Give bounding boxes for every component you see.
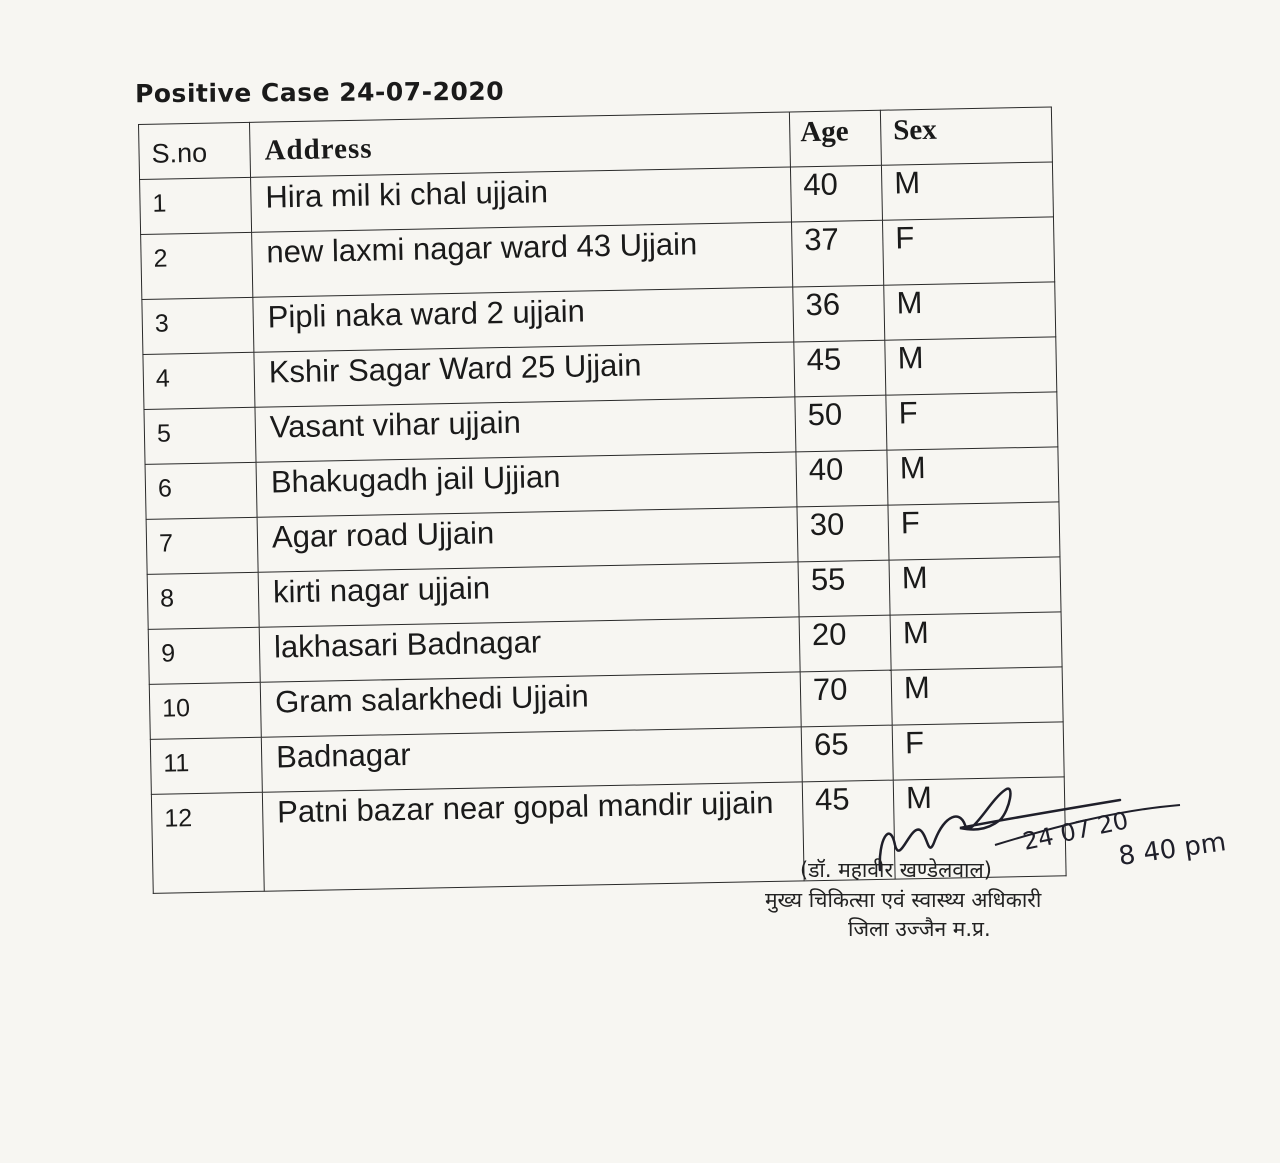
cell-sno: 5: [144, 407, 256, 464]
cell-address: Agar road Ujjain: [257, 507, 798, 572]
header-sex: Sex: [880, 107, 1052, 165]
cell-address: new laxmi nagar ward 43 Ujjain: [252, 222, 793, 297]
svg-text:8 40 pm: 8 40 pm: [1116, 827, 1228, 872]
cell-age: 36: [793, 285, 885, 342]
officer-district: जिला उज्जैन म.प्र.: [848, 917, 991, 941]
cell-sno: 4: [143, 352, 255, 409]
header-age: Age: [789, 110, 881, 167]
cell-sno: 6: [145, 462, 257, 519]
cell-age: 30: [797, 505, 889, 562]
cell-age: 65: [801, 725, 893, 782]
signature-block: [760, 770, 1260, 950]
cell-age: 40: [790, 165, 882, 222]
cell-address: Gram salarkhedi Ujjain: [260, 672, 801, 737]
cell-address: Badnagar: [261, 727, 802, 792]
cell-address: Patni bazar near gopal mandir ujjain: [262, 782, 804, 891]
cell-age: 40: [796, 450, 888, 507]
cell-sno: 10: [149, 682, 261, 739]
cell-sno: 2: [141, 232, 253, 299]
cell-sex: M: [889, 557, 1061, 615]
cell-sno: 3: [142, 297, 254, 354]
cell-age: 50: [795, 395, 887, 452]
cell-address: Hira mil ki chal ujjain: [251, 167, 792, 232]
cell-address: Pipli naka ward 2 ujjain: [253, 287, 794, 352]
cell-age: 55: [798, 560, 890, 617]
cell-sno: 12: [151, 792, 264, 893]
cell-age: 37: [792, 220, 884, 287]
page-title: Positive Case 24-07-2020: [134, 76, 505, 109]
cell-age: 70: [800, 670, 892, 727]
cell-sno: 9: [148, 627, 260, 684]
cell-sex: F: [892, 722, 1064, 780]
cell-age: 20: [799, 615, 891, 672]
header-address: Address: [249, 112, 790, 177]
cell-address: kirti nagar ujjain: [258, 562, 799, 627]
cell-address: Kshir Sagar Ward 25 Ujjain: [254, 342, 795, 407]
cell-address: Bhakugadh jail Ujjian: [256, 452, 797, 517]
cell-address: Vasant vihar ujjain: [255, 397, 796, 462]
cell-sex: M: [885, 337, 1057, 395]
svg-text:24 07 20: 24 07 20: [1020, 806, 1131, 856]
cell-sex: M: [891, 667, 1063, 725]
cell-sno: 7: [146, 517, 258, 574]
header-sno: S.no: [139, 122, 251, 179]
cell-sno: 11: [150, 737, 262, 794]
cell-sex: F: [888, 502, 1060, 560]
cell-sno: 1: [140, 177, 252, 234]
cell-sex: M: [893, 777, 1066, 879]
cell-sex: M: [881, 162, 1053, 220]
cell-sno: 8: [147, 572, 259, 629]
cell-sex: F: [886, 392, 1058, 450]
officer-designation: मुख्य चिकित्सा एवं स्वास्थ्य अधिकारी: [765, 888, 1042, 912]
officer-name: (डॉ. महावीर खण्डेलवाल): [800, 858, 992, 882]
cell-sex: M: [884, 282, 1056, 340]
cell-sex: F: [882, 217, 1054, 285]
cell-age: 45: [802, 780, 895, 881]
cell-address: lakhasari Badnagar: [259, 617, 800, 682]
cell-sex: M: [890, 612, 1062, 670]
cell-sex: M: [887, 447, 1059, 505]
cell-age: 45: [794, 340, 886, 397]
